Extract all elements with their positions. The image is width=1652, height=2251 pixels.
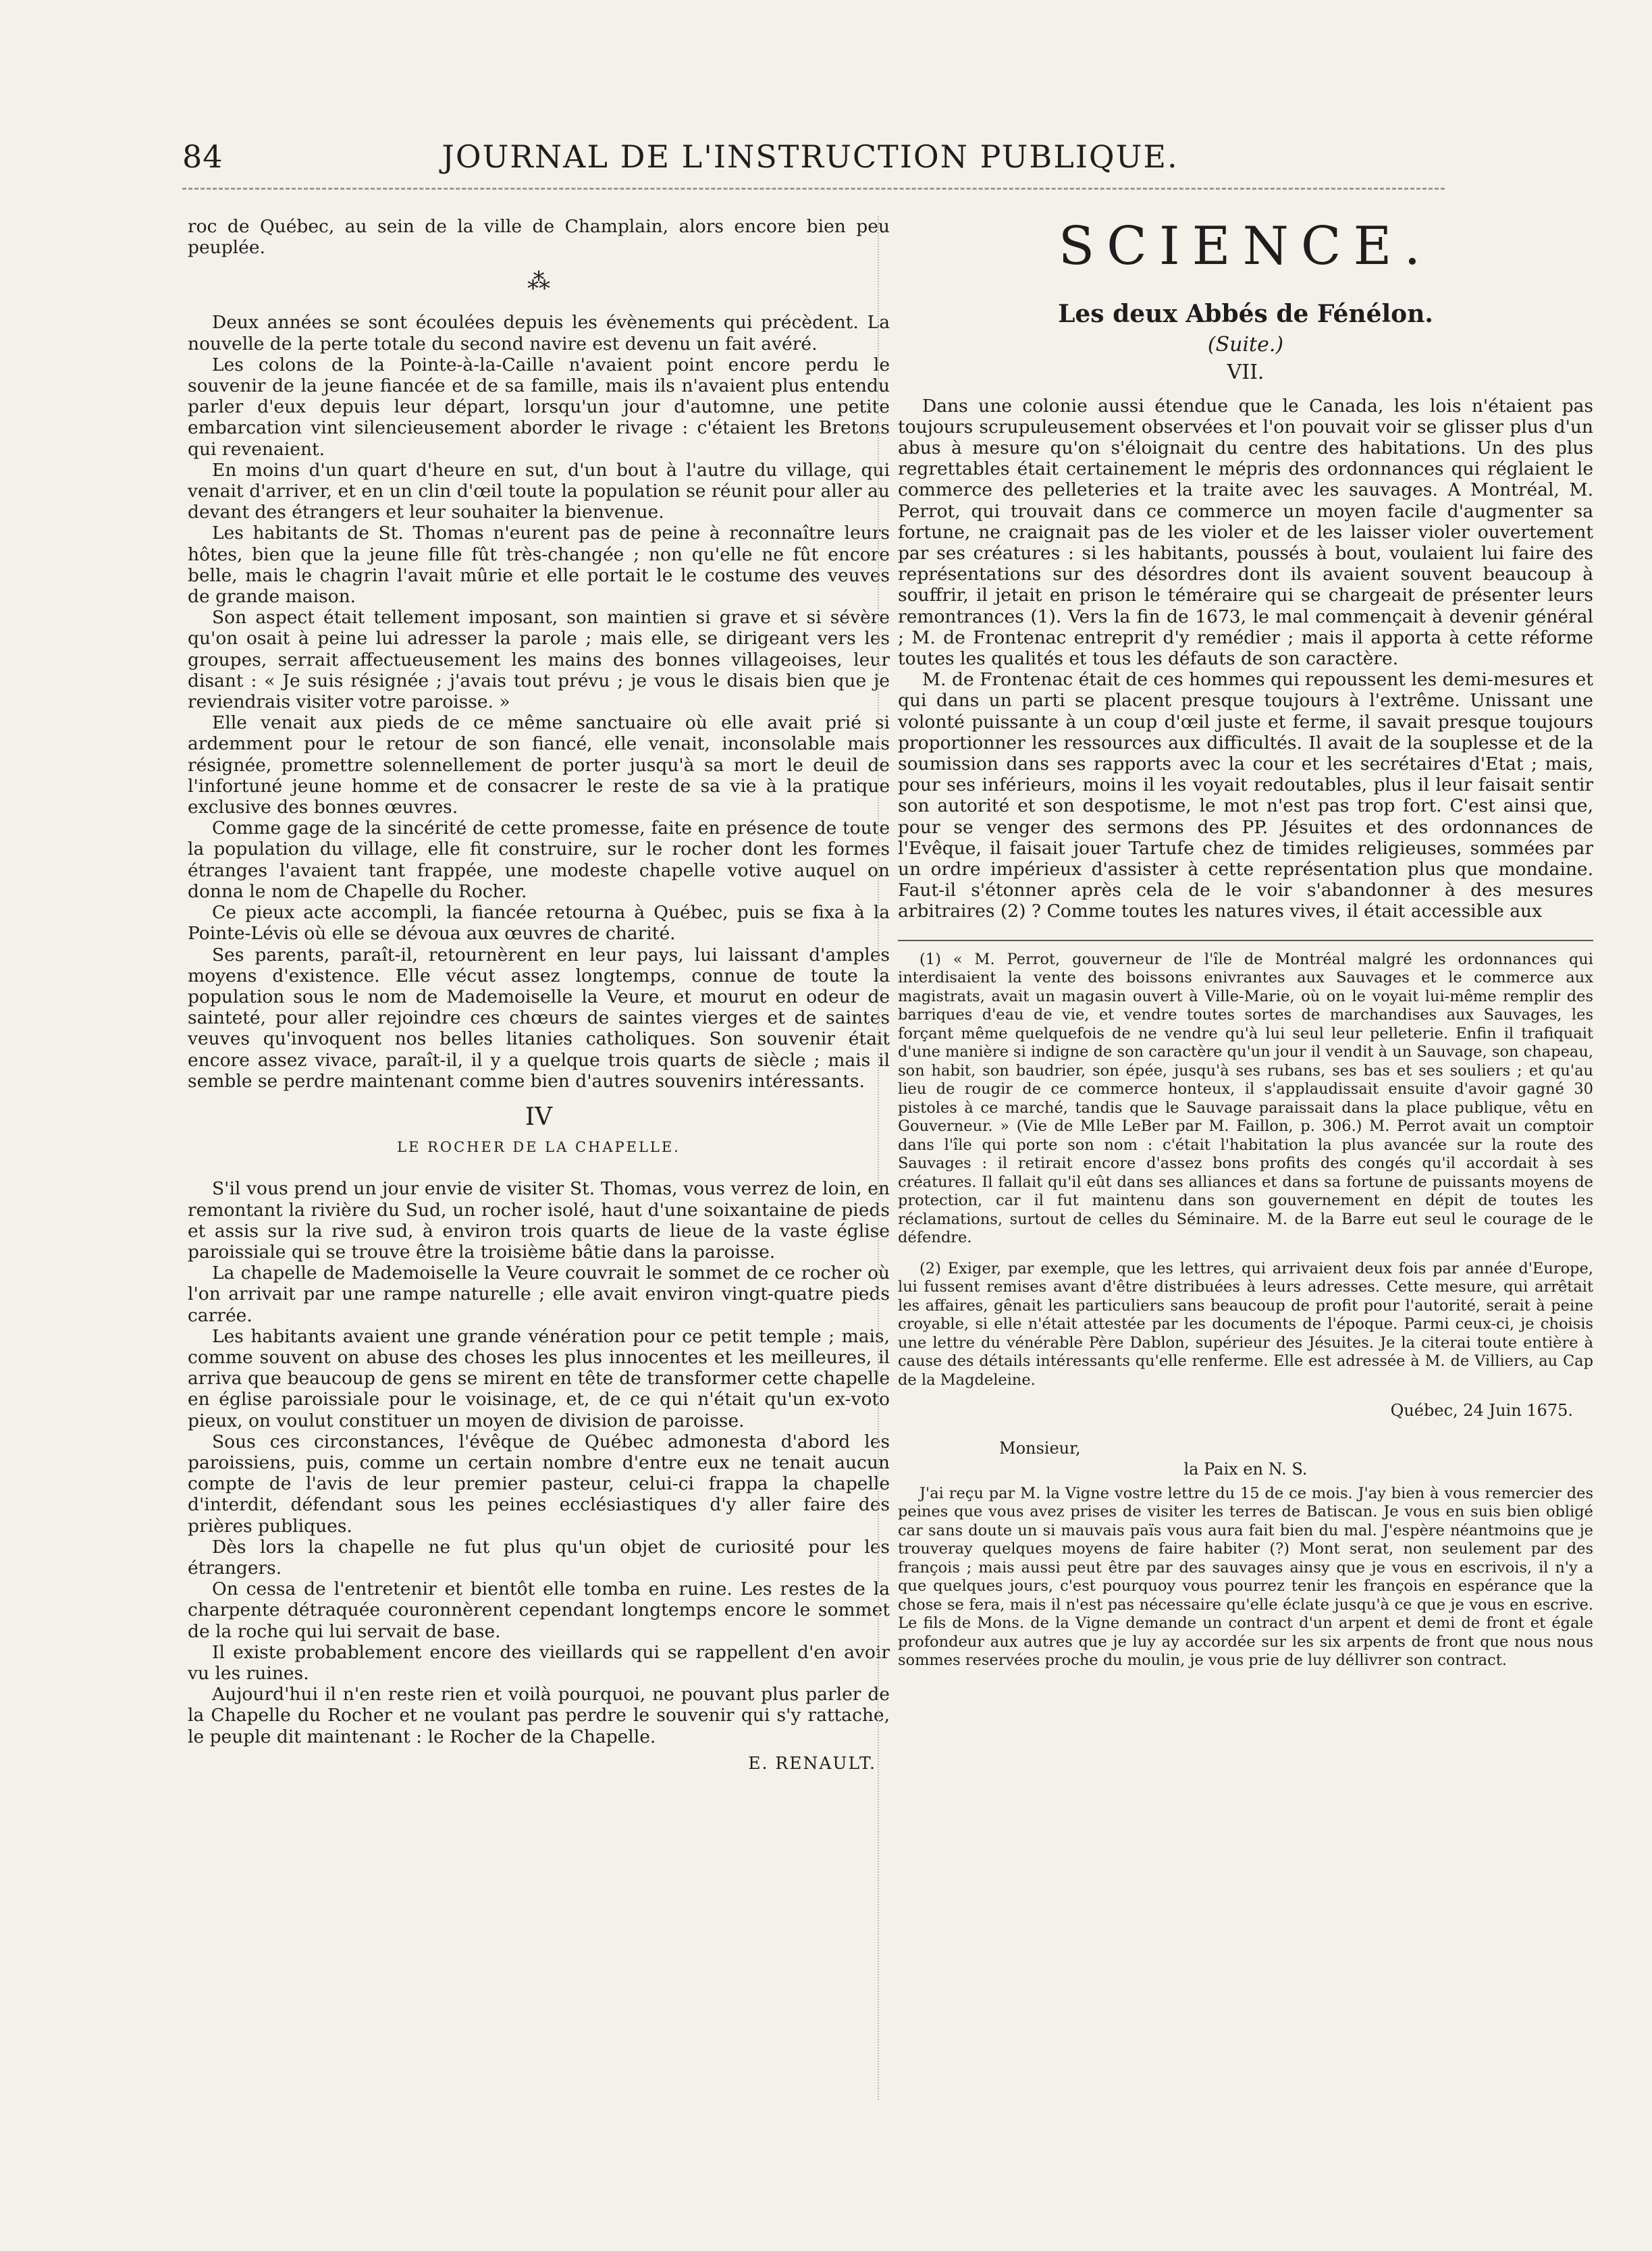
journal-title: JOURNAL DE L'INSTRUCTION PUBLIQUE. bbox=[442, 138, 1179, 175]
story-paragraph: Deux années se sont écoulées depuis les évènements qui précèdent. La nouvelle de la perte totale du second navire est devenu un fait avéré. bbox=[188, 312, 890, 354]
story-paragraph: Les colons de la Pointe-à-la-Caille n'avaient point encore perdu le souvenir de la jeune fiancée et de sa famille, mais ils n'avaient plus entendu parler d'eux depuis leur départ, lorsqu'un jour d'automne, une petite embarcation vint silencieusement aborder le rivage : c'étaient les Bretons qui revenaient. bbox=[188, 354, 890, 460]
letter-greeting: la Paix en N. S. bbox=[1183, 1460, 1308, 1479]
section-paragraph: Aujourd'hui il n'en reste rien et voilà pourquoi, ne pouvant plus parler de la Chapelle du Rocher et ne voulant pas perdre le souvenir qui s'y rattache, le peuple dit maintenant : le Rocher de la Chapelle. bbox=[188, 1684, 890, 1747]
footnotes bbox=[898, 951, 1593, 1670]
intro-paragraph: roc de Québec, au sein de la ville de Champlain, alors encore bien peu peuplée. bbox=[188, 216, 890, 259]
section-paragraph: Les habitants avaient une grande vénération pour ce petit temple ; mais, comme souvent on abuse des choses les plus innocentes et les meilleures, il arriva que beaucoup de gens se mirent en tête de transformer cette chapelle en église paroissiale pour le voisinage, et, de ce qui n'était qu'un ex-voto pieux, on voulut constituer un moyen de division de paroisse. bbox=[188, 1325, 890, 1431]
article-paragraph: Dans une colonie aussi étendue que le Canada, les lois n'étaient pas toujours scrupuleusement observées et l'on pouvait voir se glisser plus d'un abus à mesure qu'on s'éloignait du centre des habitations. Un des plus regrettables était certainement le mépris des ordonnances qui réglaient le commerce des pelleteries et la traite avec les sauvages. A Montréal, M. Perrot, qui trouvait dans ce commerce un moyen facile d'augmenter sa fortune, ne craignait pas de les violer et de les laisser violer ouvertement par ses créatures : si les habitants, poussés à bout, voulaient lui faire des représentations sur des désordres dont ils avaient souvent beaucoup à souffrir, il jetait en prison le téméraire qui se chargeait de présenter leurs remontrances (1). Vers la fin de 1673, le mal commençait à devenir général ; M. de Frontenac entreprit d'y remédier ; mais il apporta à cette réforme toutes les qualités et tous les défauts de son caractère. bbox=[898, 395, 1593, 670]
section-paragraph: On cessa de l'entretenir et bientôt elle tomba en ruine. Les restes de la charpente détraquée couronnèrent cependant longtemps encore le sommet de la roche qui lui servait de base. bbox=[188, 1579, 890, 1642]
section-heading-science: SCIENCE. bbox=[1058, 216, 1433, 277]
header-rule bbox=[182, 188, 1445, 190]
story-paragraph: Ses parents, paraît-il, retournèrent en leur pays, lui laissant d'amples moyens d'existence. Elle vécut assez longtemps, connue de toute la population sous le nom de Mademoiselle la Veure, et mourut en odeur de sainteté, pour aller rejoindre ces chœurs de saintes vierges et de saintes veuves qu'invoquent nos belles litanies catholiques. Son souvenir était encore assez vivace, paraît-il, il y a quelque trois quarts de siècle ; mais il semble se perdre maintenant comme bien d'autres souvenirs intéressants. bbox=[188, 944, 890, 1092]
letter-salutation: Monsieur, bbox=[999, 1438, 1081, 1458]
story-paragraph: Ce pieux acte accompli, la fiancée retourna à Québec, puis se fixa à la Pointe-Lévis où elle se dévoua aux œuvres de charité. bbox=[188, 902, 890, 945]
story-paragraph: Les habitants de St. Thomas n'eurent pas de peine à reconnaître leurs hôtes, bien que la jeune fille fût très-changée ; non qu'elle ne fût encore belle, mais le chagrin l'avait mûrie et elle portait le le costume des veuves de grande maison. bbox=[188, 523, 890, 608]
story-paragraph: Son aspect était tellement imposant, son maintien si grave et si sévère qu'on osait à peine lui adresser la parole ; mais elle, se dirigeant vers les groupes, serrait affectueusement les mains des bonnes villageoises, leur disant : « Je suis résignée ; j'avais tout prévu ; je vous le disais bien que je reviendrais visiter votre paroisse. » bbox=[188, 607, 890, 713]
chapter-number: VII. bbox=[1227, 361, 1264, 385]
section-subtitle: LE ROCHER DE LA CHAPELLE. bbox=[397, 1139, 681, 1156]
story-paragraph: Comme gage de la sincérité de cette promesse, faite en présence de toute la population du village, elle fit construire, sur le rocher dont les formes étranges l'avaient tant frappée, une modeste chapelle votive auquel on donna le nom de Chapelle du Rocher. bbox=[188, 818, 890, 902]
story-paragraph: Elle venait aux pieds de ce même sanctuaire où elle avait prié si ardemment pour le retour de son fiancé, elle venait, inconsolable mais résignée, promettre solennellement de porter jusqu'à sa mort le deuil de l'infortuné jeune homme et de consacrer le reste de sa vie à la pratique exclusive des bonnes œuvres. bbox=[188, 712, 890, 818]
article-title: Les deux Abbés de Fénélon. bbox=[1058, 300, 1433, 328]
letter-date: Québec, 24 Juin 1675. bbox=[1390, 1401, 1573, 1421]
left-column bbox=[188, 216, 890, 1774]
article-paragraph: M. de Frontenac était de ces hommes qui repoussent les demi-mesures et qui dans un parti se placent presque toujours à l'extrême. Unissant une volonté puissante à un coup d'œil juste et ferme, il savait presque toujours proportionner les ressources aux difficultés. Il avait de la souplesse et de la soumission dans ses rapports avec la cour et les secrétaires d'Etat ; mais, pour ses inférieurs, moins il les voyait redoutables, plus il leur faisait sentir son autorité et son despotisme, le mot n'est pas trop fort. C'est ainsi que, pour se venger des sermons des PP. Jésuites et des ordonnances de l'Evêque, il faisait jouer Tartufe chez de timides religieuses, sommées par un ordre impérieux d'assister à cette représentation plus que mondaine. Faut-il s'étonner après cela de le voir s'abandonner à des mesures arbitraires (2) ? Comme toutes les natures vives, il était accessible aux bbox=[898, 669, 1593, 922]
section-paragraph: La chapelle de Mademoiselle la Veure couvrait le sommet de ce rocher où l'on arrivait par une rampe naturelle ; elle avait environ vingt-quatre pieds carrée. bbox=[188, 1263, 890, 1326]
footnote: (2) Exiger, par exemple, que les lettres, qui arrivaient deux fois par année d'Europe, lui fussent remises avant d'être distribuées à leurs adresses. Cette mesure, qui arrêtait les affaires, gênait les particuliers sans beaucoup de profit pour l'autorité, serait à peine croyable, si elle n'était attestée par les documents de l'époque. Parmi ceux-ci, je choisis une lettre du vénérable Père Dablon, supérieur des Jésuites. Je la citerai toute entière à cause des détails intéressants qu'elle renferme. Elle est adressée à M. de Villiers, au Cap de la Magdeleine. bbox=[898, 1259, 1593, 1389]
letter-body: J'ai reçu par M. la Vigne vostre lettre du 15 de ce mois. J'ay bien à vous remercier des peines que vous avez prises de visiter les terres de Batiscan. Je vous en suis bien obligé car sans doute un si mauvais païs vous aura fait bien du mal. J'espère néantmoins que je trouveray quelques moyens de faire habiter (?) Mont serat, non seulement par des françois ; mais aussi peut être par des sauvages ainsy que je vous en escrivois, il n'y a que quelques jours, c'est pourquoy vous pourrez tenir les françois en espérance que la chose se fera, mais il n'est pas nécessaire qu'elle éclate jusqu'à ce que je vous en escrive. Le fils de Mons. de la Vigne demande un contract d'un arpent et demi de front et égale profondeur aux autres que je luy ay accordée sur les six arpents de front que nous nous sommes reservées proche du moulin, je vous prie de luy déllivrer son contract. bbox=[898, 1484, 1593, 1670]
page-header bbox=[182, 138, 1438, 186]
footnote-rule bbox=[898, 940, 1593, 941]
section-paragraph: Il existe probablement encore des vieillards qui se rappellent d'en avoir vu les ruines. bbox=[188, 1641, 890, 1684]
section-separator-stars: ⁂ bbox=[527, 268, 550, 296]
section-paragraph: S'il vous prend un jour envie de visiter St. Thomas, vous verrez de loin, en remontant la rivière du Sud, un rocher isolé, haut d'une soixantaine de pieds et assis sur la rive sud, à environ trois quarts de lieue de la vaste église paroissiale qui se trouve être la troisième bâtie dans la paroisse. bbox=[188, 1178, 890, 1263]
section-number: IV bbox=[525, 1103, 553, 1131]
page-number: 84 bbox=[182, 138, 223, 175]
author-signature: E. RENAULT. bbox=[748, 1753, 876, 1773]
footnote: (1) « M. Perrot, gouverneur de l'île de Montréal malgré les ordonnances qui interdisaient la vente des boissons enivrantes aux Sauvages et le commerce aux magistrats, avait un magasin ouvert à Ville-Marie, où on le voyait lui-même remplir des barriques d'eau de vie, et vendre toutes sortes de marchandises aux Sauvages, les forçant même quelquefois de ne vendre qu'à lui seul leur pelleterie. Enfin il trafiquait d'une manière si indigne de son caractère qu'un jour il vendit à un Sauvage, son chapeau, son habit, son baudrier, son épée, jusqu'à ses rubans, ses bas et ses souliers ; et qu'au lieu de rougir de ce commerce honteux, il s'applaudissait ensuite d'avoir gagné 30 pistoles à ce marché, tandis que le Sauvage paraissait dans la place publique, vêtu en Gouverneur. » (Vie de Mlle LeBer par M. Faillon, p. 306.) M. Perrot avait un comptoir dans l'île qui porte son nom : c'était l'habitation la plus avancée sur la route des Sauvages : il retirait encore d'assez bons profits des congés qu'il accordait à ses créatures. Il fallait qu'il eût dans ses alliances et dans sa fortune de puissants moyens de protection, car il fut maintenu dans son gouvernement en dépit de toutes les réclamations, surtout de celles du Séminaire. M. de la Barre eut seul le courage de le défendre. bbox=[898, 950, 1593, 1247]
column-divider bbox=[878, 216, 879, 2100]
section-paragraph: Sous ces circonstances, l'évêque de Québec admonesta d'abord les paroissiens, puis, comme un certain nombre d'entre eux ne tenait aucun compte de l'avis de leur premier pasteur, celui-ci frappa la chapelle d'interdit, défendant sous les peines ecclésiastiques d'y aller faire des prières publiques. bbox=[188, 1431, 890, 1537]
story-paragraph: En moins d'un quart d'heure en sut, d'un bout à l'autre du village, qui venait d'arriver, et en un clin d'œil toute la population se réunit pour aller au devant des étrangers et leur souhaiter la bienvenue. bbox=[188, 459, 890, 523]
article-continuation: (Suite.) bbox=[1207, 333, 1284, 357]
right-column bbox=[898, 216, 1593, 1683]
section-paragraph: Dès lors la chapelle ne fut plus qu'un objet de curiosité pour les étrangers. bbox=[188, 1536, 890, 1579]
